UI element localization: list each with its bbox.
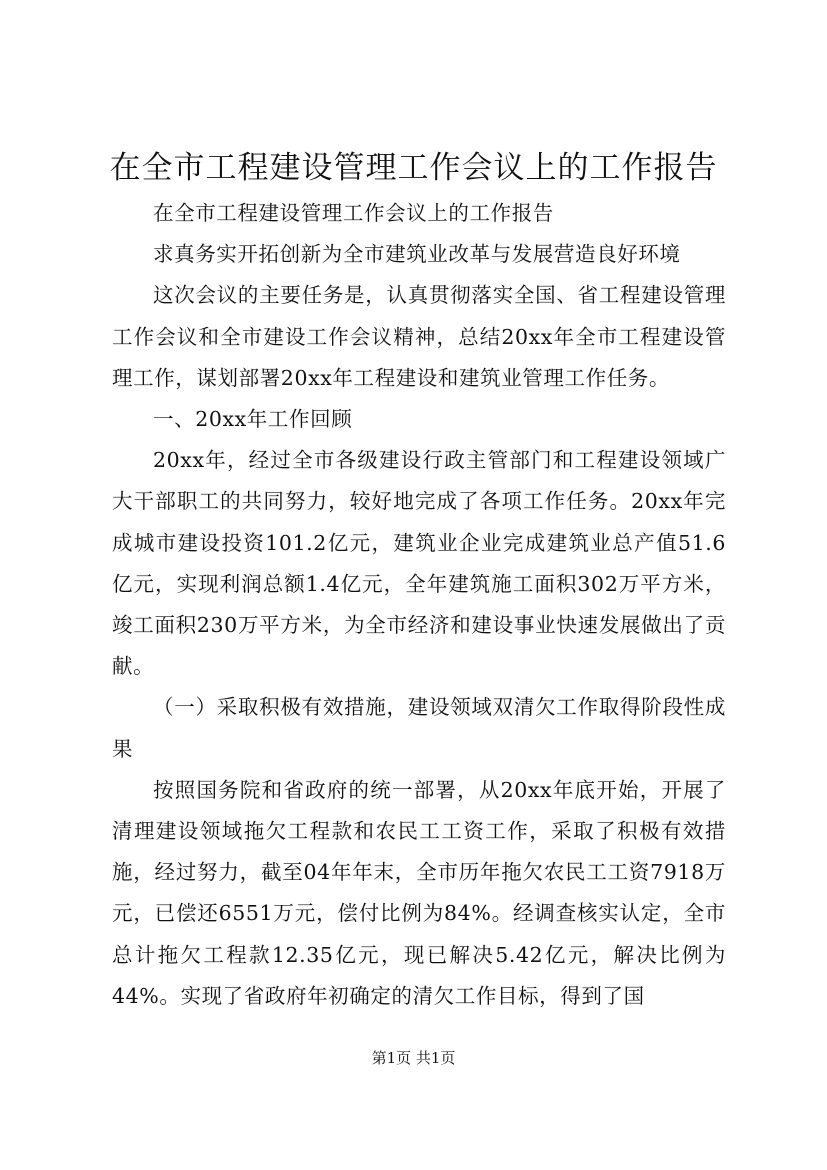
section-heading: 一、20xx年工作回顾 [153, 407, 353, 432]
document-body [112, 193, 726, 1017]
arrears-paragraph: 按照国务院和省政府的统一部署，从20xx年底开始，开展了清理建设领域拖欠工程款和农民工工资工作，采取了积极有效措施，经过努力，截至04年年末，全市历年拖欠农民工工资7918万元，已偿还6551万元，偿付比例为84%。经调查核实认定，全市总计拖欠工程款12.35亿元，现已解决5.42亿元，解决比例为44%。实现了省政府年初确定的清欠工作目标，得到了国 [112, 777, 726, 1008]
page-footer: 第1页 共1页 [371, 1049, 456, 1067]
subtitle-paragraph: 在全市工程建设管理工作会议上的工作报告 [153, 201, 554, 225]
review-paragraph: 20xx年，经过全市各级建设行政主管部门和工程建设领域广大干部职工的共同努力，较好地完成了各项工作任务。20xx年完成城市建设投资101.2亿元，建筑业企业完成建筑业总产值51.6亿元，实现利润总额1.4亿元，全年建筑施工面积302万平方米，竣工面积230万平方米，为全市经济和建设事业快速发展做出了贡献。 [112, 448, 726, 679]
intro-paragraph: 这次会议的主要任务是，认真贯彻落实全国、省工程建设管理工作会议和全市建设工作会议精神，总结20xx年全市工程建设管理工作，谋划部署20xx年工程建设和建筑业管理工作任务。 [112, 283, 726, 390]
document-title: 在全市工程建设管理工作会议上的工作报告 [109, 150, 718, 186]
theme-paragraph: 求真务实开拓创新为全市建筑业改革与发展营造良好环境 [153, 242, 681, 267]
subsection-heading: （一）采取积极有效措施，建设领域双清欠工作取得阶段性成果 [112, 695, 726, 761]
